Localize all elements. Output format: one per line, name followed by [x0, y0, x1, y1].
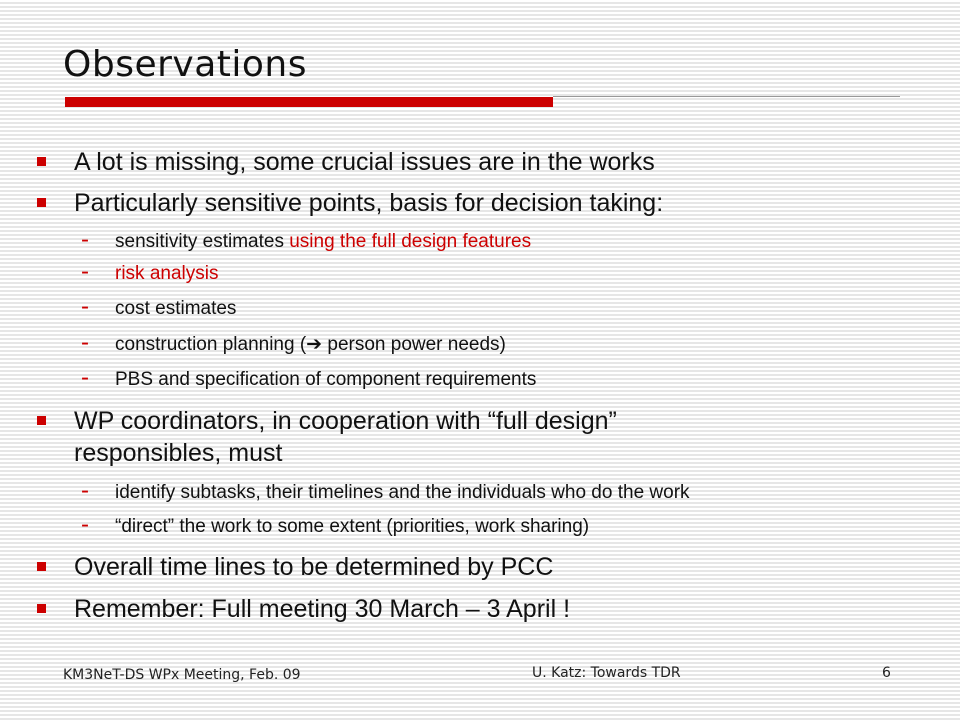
bullet-text: Overall time lines to be determined by PCC [74, 553, 554, 581]
sub-bullet-highlight: risk analysis [115, 263, 219, 284]
bullet-text: WP coordinators, in cooperation with “full design” [74, 407, 617, 435]
sub-bullet-item [81, 258, 219, 286]
bullet-continuation [74, 438, 282, 468]
page-number: 6 [882, 665, 891, 681]
dash-bullet-icon: - [81, 511, 89, 538]
dash-bullet-icon: - [81, 293, 89, 320]
sub-bullet-text: identify subtasks, their timelines and the individuals who do the work [115, 482, 690, 503]
sub-bullet-highlight: using the full design features [289, 231, 532, 252]
bullet-item [74, 594, 570, 624]
bullet-item [74, 188, 663, 218]
square-bullet-icon [37, 157, 46, 166]
bullet-item [74, 147, 655, 177]
sub-bullet-text: sensitivity estimates [115, 231, 290, 252]
bullet-text: A lot is missing, some crucial issues are in the works [74, 148, 655, 176]
dash-bullet-icon: - [81, 364, 89, 391]
slide-title: Observations [63, 44, 307, 85]
arrow-right-icon: ➔ [306, 334, 323, 355]
sub-bullet-text: person power needs) [322, 334, 506, 355]
sub-bullet-item [81, 226, 532, 254]
sub-bullet-text: construction planning ( [115, 334, 307, 355]
footer-author: U. Katz: Towards TDR [532, 665, 681, 681]
bullet-item [74, 406, 617, 436]
sub-bullet-text: “direct” the work to some extent (priorities, work sharing) [115, 516, 590, 537]
dash-bullet-icon: - [81, 329, 89, 356]
sub-bullet-item [81, 293, 237, 321]
bullet-item [74, 552, 553, 582]
square-bullet-icon [37, 604, 46, 613]
sub-bullet-item [81, 329, 506, 357]
bullet-text: Remember: Full meeting 30 March – 3 April ! [74, 595, 571, 623]
footer-meeting: KM3NeT-DS WPx Meeting, Feb. 09 [63, 667, 301, 683]
dash-bullet-icon: - [81, 226, 89, 253]
bullet-text: responsibles, must [74, 439, 283, 467]
sub-bullet-item [81, 364, 537, 392]
square-bullet-icon [37, 562, 46, 571]
bullet-text: Particularly sensitive points, basis for decision taking: [74, 189, 664, 217]
sub-bullet-text: cost estimates [115, 298, 237, 319]
square-bullet-icon [37, 198, 46, 207]
sub-bullet-text: PBS and specification of component requirements [115, 369, 537, 390]
square-bullet-icon [37, 416, 46, 425]
dash-bullet-icon: - [81, 258, 89, 285]
dash-bullet-icon: - [81, 477, 89, 504]
sub-bullet-item [81, 511, 590, 539]
sub-bullet-item [81, 477, 690, 505]
